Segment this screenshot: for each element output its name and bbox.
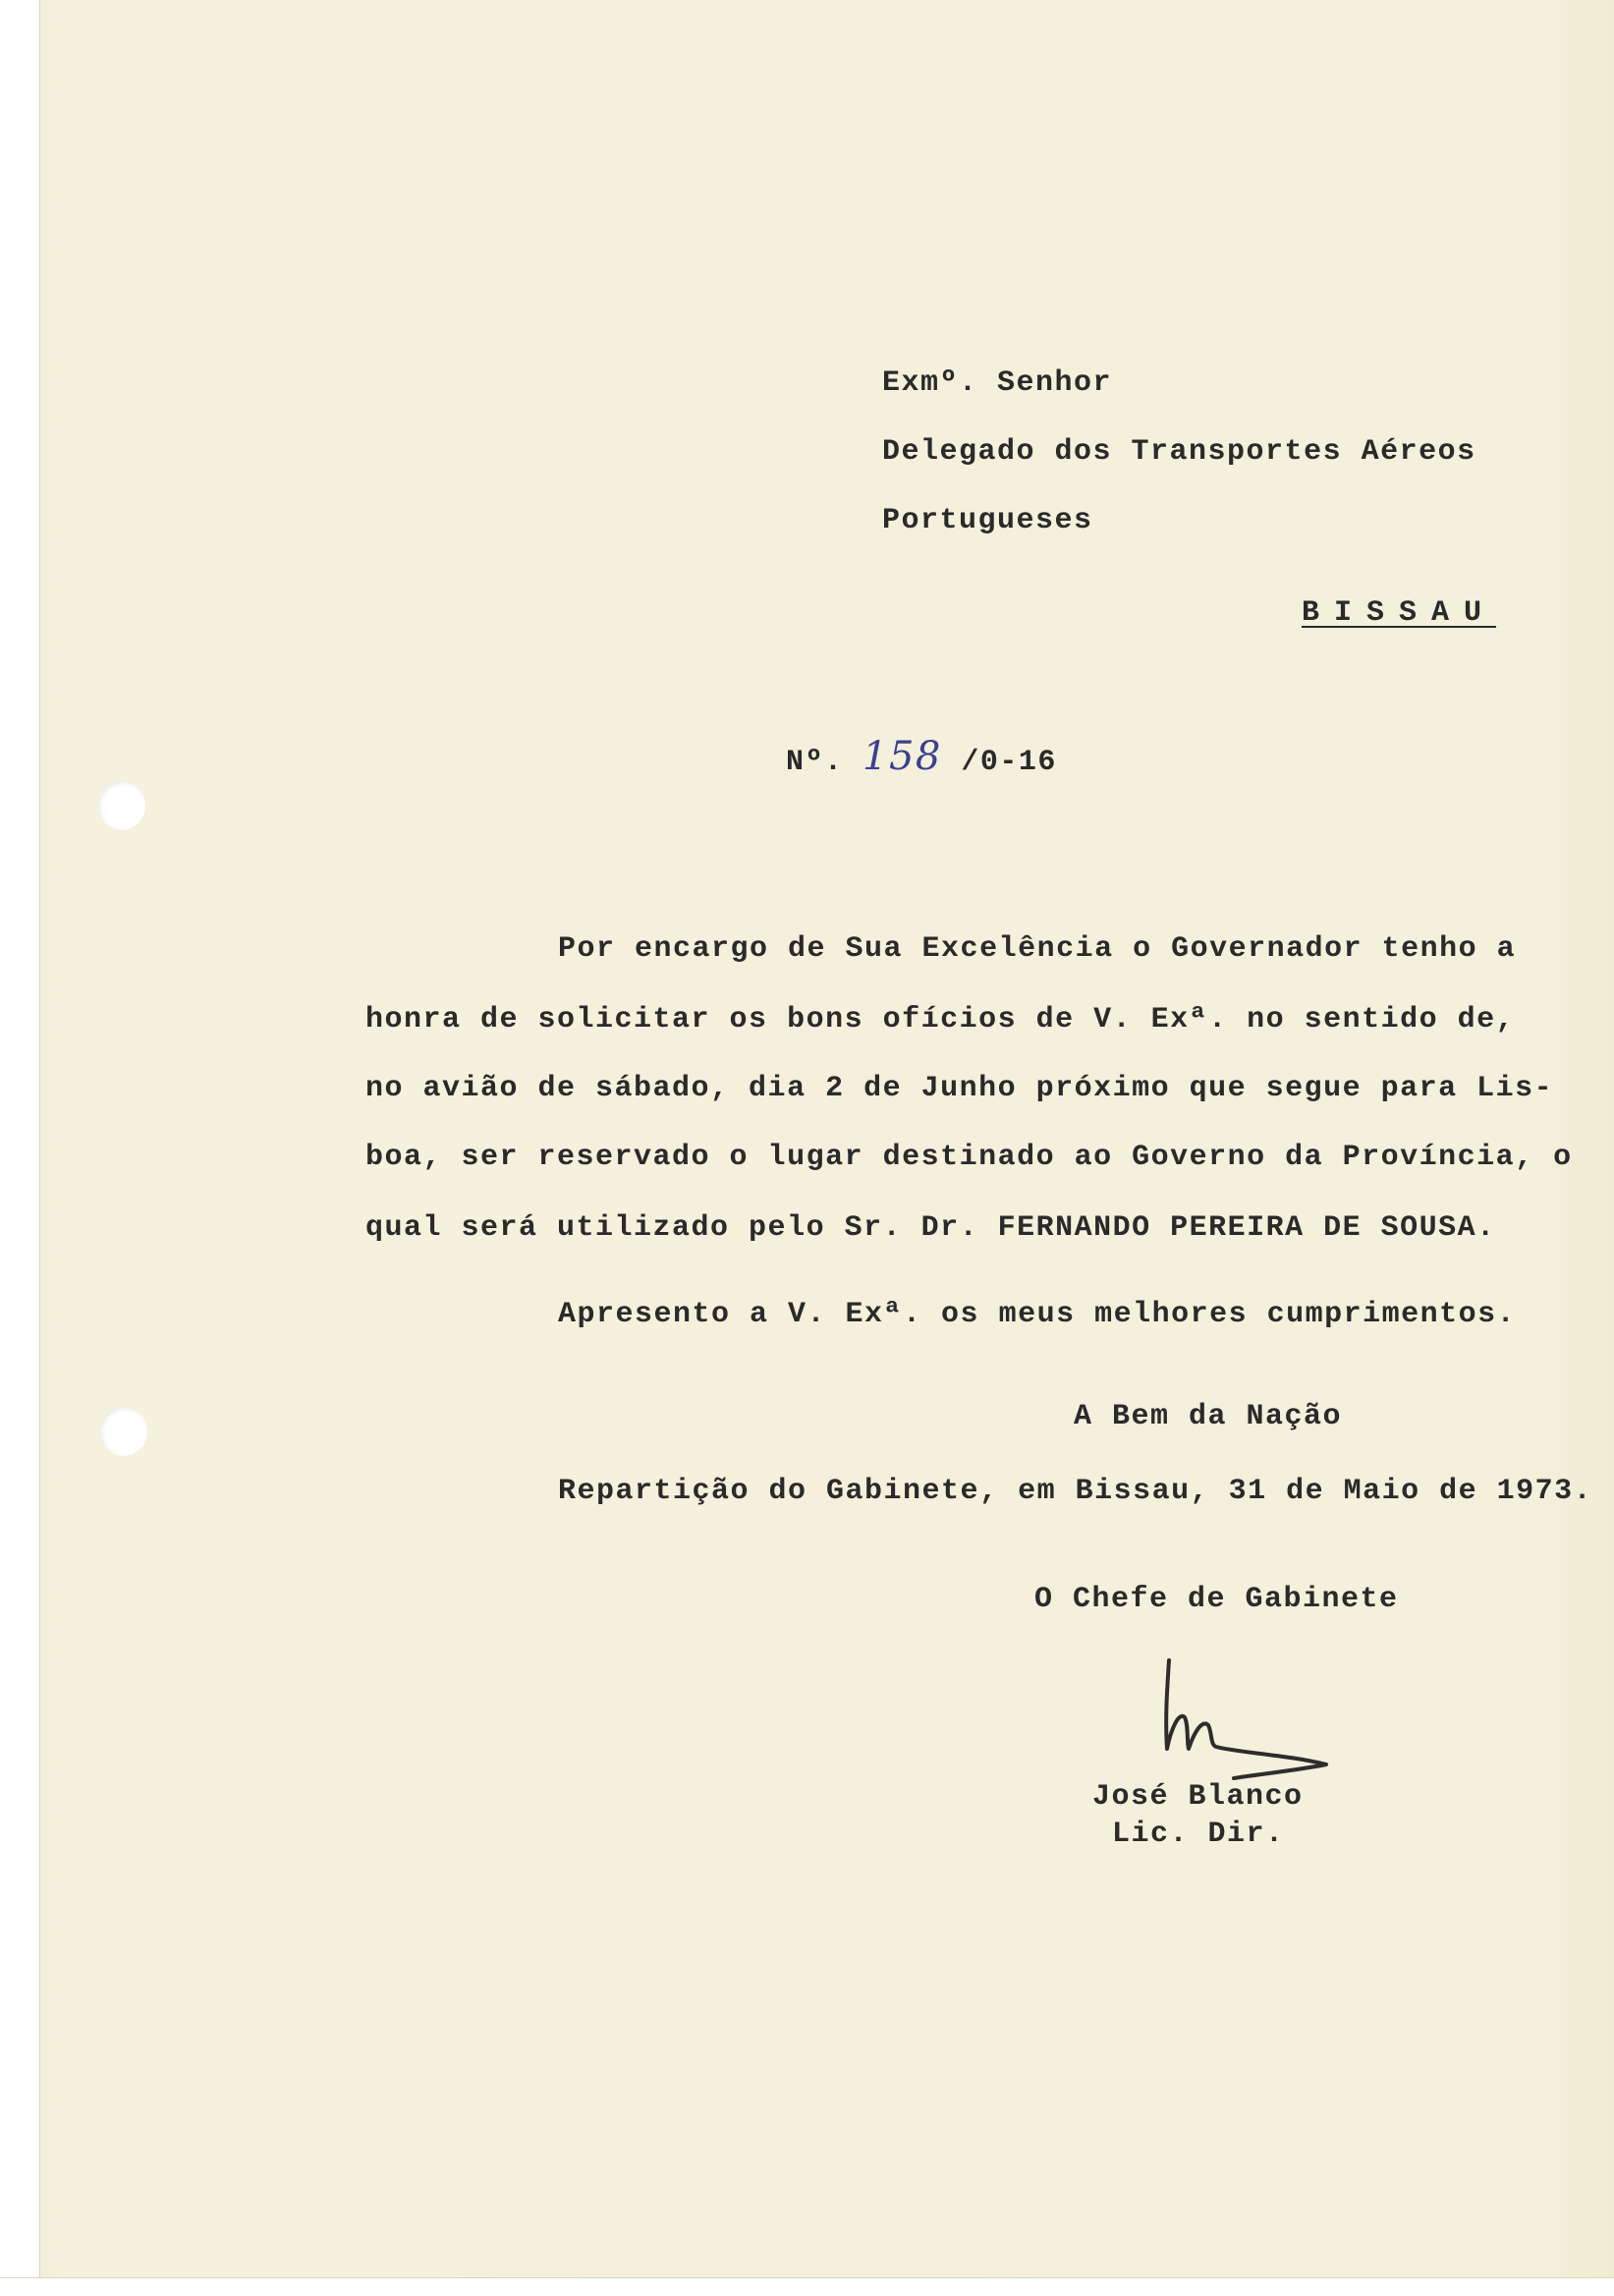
recipient-salutation: Exmº. Senhor	[882, 366, 1113, 400]
handwritten-signature	[1140, 1651, 1356, 1788]
recipient-city: BISSAU	[1302, 596, 1497, 630]
signatory-role: O Chefe de Gabinete	[1034, 1583, 1399, 1616]
page-bottom-margin	[0, 2277, 1614, 2296]
reference-handwritten-number: 158	[863, 734, 942, 779]
signatory-title: Lic. Dir.	[1112, 1818, 1285, 1851]
punch-hole-bottom	[100, 1407, 147, 1456]
closing-sentence: Apresento a V. Exª. os meus melhores cumprimentos.	[558, 1298, 1517, 1331]
body-line-1: Por encargo de Sua Excelência o Governador tenho a	[558, 932, 1517, 966]
body-line-5: qual será utilizado pelo Sr. Dr. FERNANDO PEREIRA DE SOUSA.	[365, 1211, 1496, 1245]
body-line-4: boa, ser reservado o lugar destinado ao Governo da Província, o	[365, 1141, 1573, 1174]
recipient-title-line2: Portugueses	[882, 504, 1093, 537]
recipient-title-line1: Delegado dos Transportes Aéreos	[882, 435, 1476, 469]
reference-suffix: /0-16	[961, 746, 1057, 779]
place-date: Repartição do Gabinete, em Bissau, 31 de Maio de 1973.	[558, 1475, 1593, 1508]
punch-hole-top	[98, 781, 145, 830]
body-line-3: no avião de sábado, dia 2 de Junho próximo que segue para Lis-	[365, 1072, 1554, 1105]
reference-prefix: Nº.	[786, 746, 844, 779]
motto: A Bem da Nação	[1074, 1400, 1343, 1433]
body-line-2: honra de solicitar os bons ofícios de V. Exª. no sentido de,	[365, 1003, 1516, 1036]
signatory-name: José Blanco	[1092, 1780, 1304, 1814]
reference-number	[786, 734, 1057, 780]
page-left-margin	[0, 0, 40, 2295]
